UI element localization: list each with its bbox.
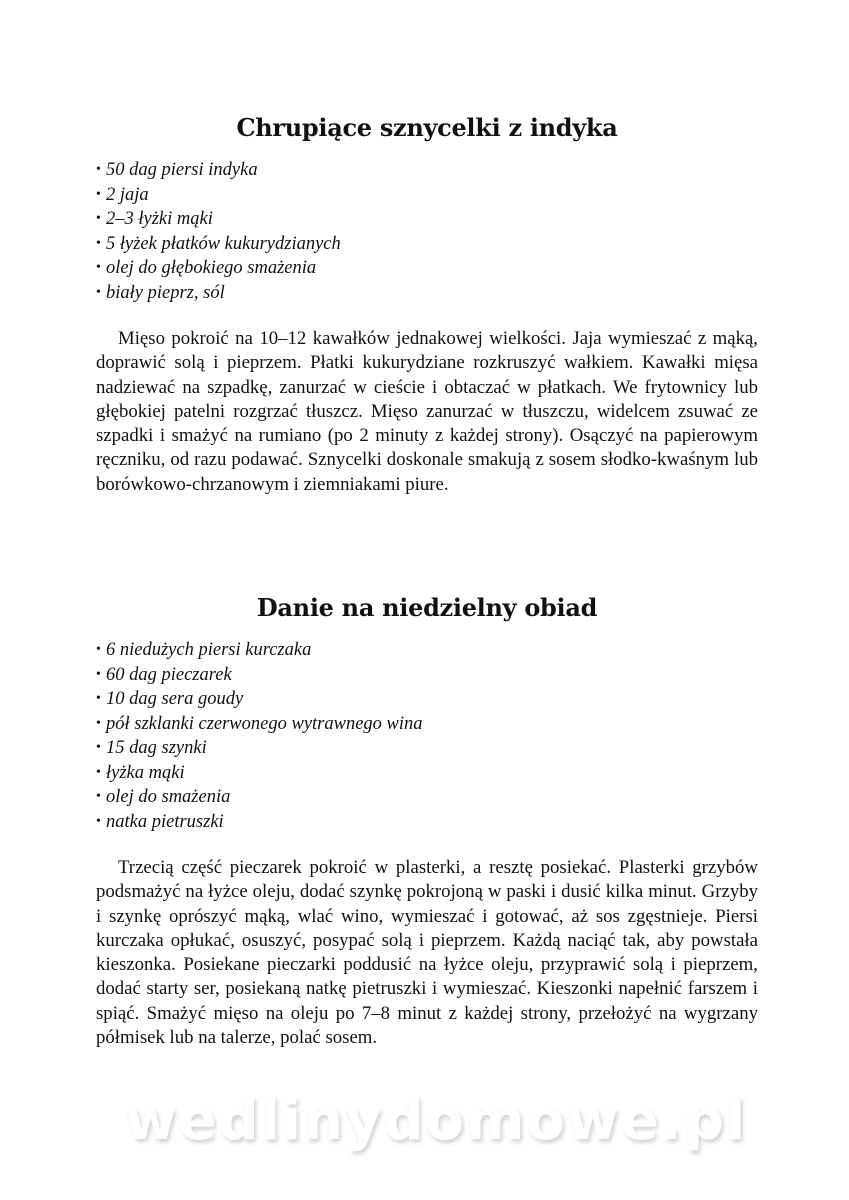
bullet-icon: • [96,211,101,226]
ingredient-item: • pół szklanki czerwonego wytrawnego wina [96,712,758,737]
recipe-method: Mięso pokroić na 10–12 kawałków jednakowej wielkości. Jaja wymieszać z mąką, doprawić solą i pieprzem. Płatki kukurydziane rozkruszyć wałkiem. Kawałki mięsa nadziewać na szpadkę, zanurzać w cieście i obtaczać w płatkach. We frytownicy lub głębokiej patelni rozgrzać tłuszcz. Mięso zanurzać w tłuszczu, widelcem zsuwać ze szpadki i smażyć na rumiano (po 2 minuty z każdej strony). Osączyć na papierowym ręczniku, od razu podawać. Sznycelki doskonale smakują z sosem słodko-kwaśnym lub borówkowo-chrzanowym i ziemniakami piure. [96,328,758,495]
bullet-icon: • [96,284,101,300]
bullet-icon: • [96,260,101,275]
ingredient-item: • natka pietruszki [96,810,758,835]
recipe-method: Trzecią część pieczarek pokroić w plasterki, a resztę posiekać. Plasterki grzybów podsmażyć na łyżce oleju, dodać szynkę pokrojoną w paski i dusić kilka minut. Grzyby i szynkę oprószyć mąką, wlać wino, wymieszać i gotować, aż sos zgęstnieje. Piersi kurczaka opłukać, osuszyć, posypać solą i pieprzem. Każdą naciąć tak, aby powstała kieszonka. Posiekane pieczarki poddusić na łyżce oleju, przyprawić solą i pieprzem, dodać starty ser, posiekaną natkę pietruszki i wymieszać. Kieszonki napełnić farszem i spiąć. Smażyć mięso na oleju po 7–8 minut z każdej strony, przełożyć na wygrzany półmisek lub na talerze, polać sosem. [96,857,758,1049]
bullet-icon: • [96,740,101,755]
bullet-icon: • [96,764,101,780]
bullet-icon: • [96,666,101,682]
recipe-turkey-schnitzels [96,108,758,497]
ingredient-item: • łyżka mąki [96,761,758,786]
recipe-title: Chrupiące sznycelki z indyka [236,113,618,142]
bullet-icon: • [96,162,101,177]
bullet-icon: • [96,235,101,251]
bullet-icon: • [96,715,101,731]
recipe-sunday-dinner [96,588,758,1050]
ingredient-item: • 60 dag pieczarek [96,663,758,688]
ingredient-item: • 6 niedużych piersi kurczaka [96,638,758,663]
bullet-icon: • [96,186,101,202]
ingredient-list [96,638,758,834]
bullet-icon: • [96,789,101,804]
watermark: wedlinydomowe.pl [124,1088,748,1153]
bullet-icon: • [96,691,101,706]
ingredient-item: • 10 dag sera goudy [96,687,758,712]
ingredient-item: • biały pieprz, sól [96,281,758,306]
recipe-title: Danie na niedzielny obiad [256,593,598,622]
ingredient-item: • 2–3 łyżki mąki [96,207,758,232]
bullet-icon: • [96,642,101,657]
ingredient-item: • olej do smażenia [96,785,758,810]
ingredient-list [96,158,758,305]
bullet-icon: • [96,813,101,829]
ingredient-item: • 2 jaja [96,183,758,208]
ingredient-item: • olej do głębokiego smażenia [96,256,758,281]
ingredient-item: • 50 dag piersi indyka [96,158,758,183]
ingredient-item: • 15 dag szynki [96,736,758,761]
ingredient-item: • 5 łyżek płatków kukurydzianych [96,232,758,257]
